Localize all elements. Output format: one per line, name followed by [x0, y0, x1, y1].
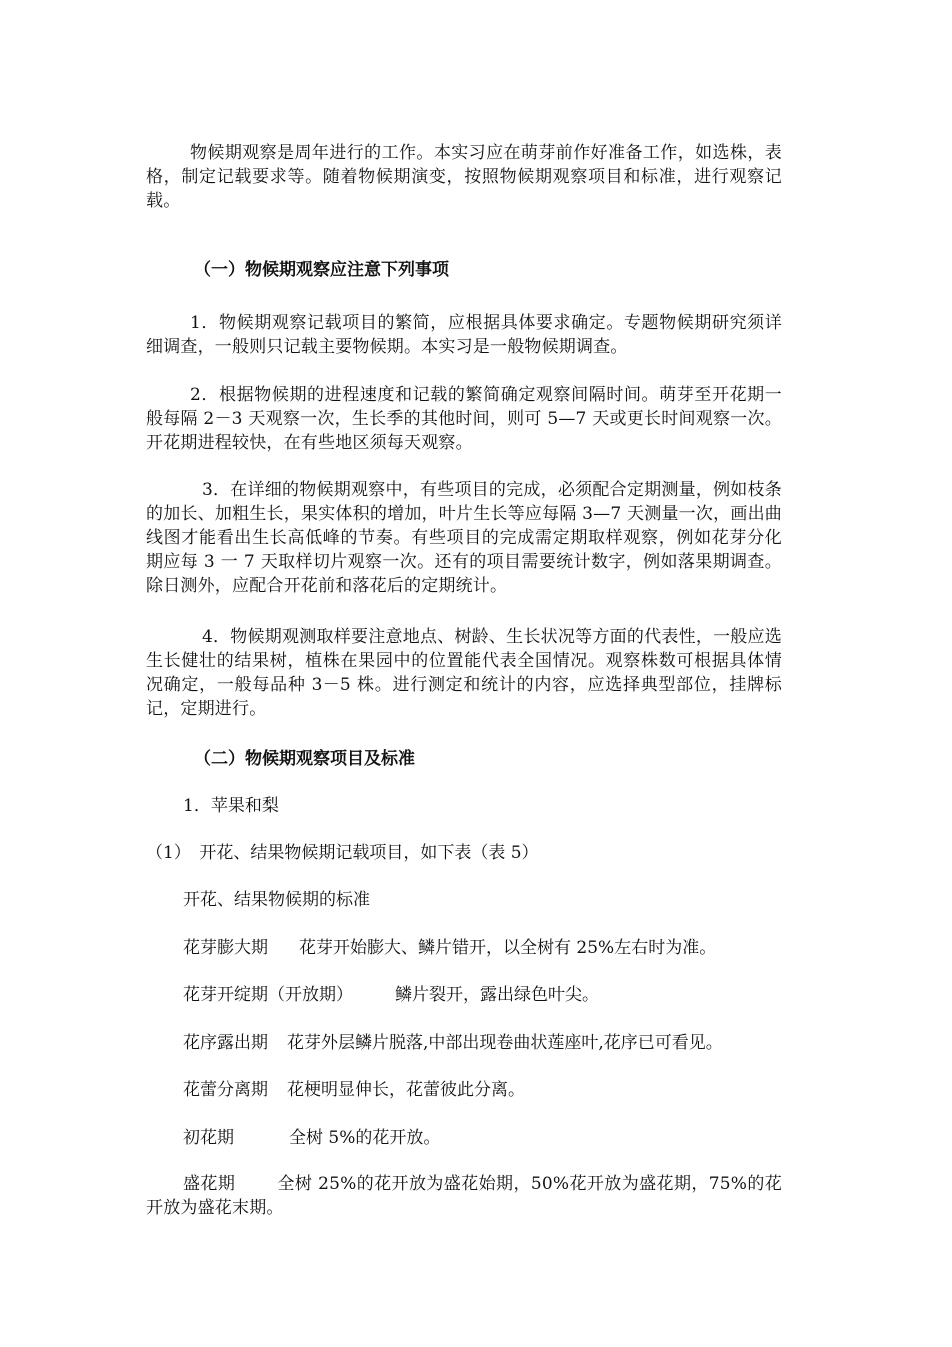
stage-term: 初花期	[183, 1128, 234, 1148]
subsection-recording-items: （1） 开花、结果物候期记载项目，如下表（表 5）	[146, 843, 539, 863]
stage-term: 花芽膨大期	[183, 938, 268, 958]
stage-term: 花芽开绽期（开放期）	[183, 985, 353, 1005]
stage-row	[183, 1078, 525, 1102]
item-1-paragraph: 1．物候期观察记载项目的繁简，应根据具体要求确定。专题物候期研究须详细调查，一般则只记载主要物候期。本实习是一般物候期调查。	[146, 313, 782, 357]
stage-description: 全树 25%的花开放为盛花始期，50%花开放为盛花期，75%的花开放为盛花末期。	[146, 1174, 782, 1218]
stage-term: 盛花期	[183, 1174, 236, 1194]
stage-description: 花梗明显伸长，花蕾彼此分离。	[287, 1080, 525, 1100]
stage-row	[183, 936, 716, 960]
subsection-apple-pear: 1．苹果和梨	[183, 796, 279, 816]
stage-row	[183, 1126, 440, 1150]
section-heading-items-standards: （二）物候期观察项目及标准	[194, 749, 415, 769]
stage-description: 鳞片裂开，露出绿色叶尖。	[395, 985, 599, 1005]
stage-term: 花蕾分离期	[183, 1080, 268, 1100]
stage-row-full-bloom	[146, 1172, 782, 1220]
item-2-paragraph: 2．根据物候期的进程速度和记载的繁简确定观察间隔时间。萌芽至开花期一般每隔 2－3 天观察一次，生长季的其他时间，则可 5—7 天或更长时间观察一次。开花期进程较快，在有些地区须每天观察。	[146, 385, 782, 453]
stage-term: 花序露出期	[183, 1033, 268, 1053]
intro-paragraph: 物候期观察是周年进行的工作。本实习应在萌芽前作好准备工作，如选株，表格，制定记载要求等。随着物候期演变，按照物候期观察项目和标准，进行观察记载。	[146, 143, 782, 211]
stage-description: 花芽开始膨大、鳞片错开，以全树有 25%左右时为准。	[299, 938, 717, 958]
section-heading-precautions: （一）物候期观察应注意下列事项	[194, 260, 449, 280]
stage-description: 全树 5%的花开放。	[289, 1128, 441, 1148]
item-3-paragraph: 3．在详细的物候期观察中，有些项目的完成，必须配合定期测量，例如枝条的加长、加粗生长，果实体积的增加，叶片生长等应每隔 3—7 天测量一次，画出曲线图才能看出生长高低峰的节奏。有些项目的完成需定期取样观察，例如花芽分化期应每 3 一 7 天取样切片观察一次。还有的项目需要统计数字，例如落果期调查。除日测外，应配合开花前和落花后的定期统计。	[146, 480, 782, 596]
stage-description: 花芽外层鳞片脱落,中部出现卷曲状莲座叶,花序已可看见。	[287, 1033, 723, 1053]
stage-row	[183, 983, 599, 1007]
item-4-paragraph: 4．物候期观测取样要注意地点、树龄、生长状况等方面的代表性，一般应选生长健壮的结果树，植株在果园中的位置能代表全国情况。观察株数可根据具体情况确定，一般每品种 3－5 株。进行测定和统计的内容，应选择典型部位，挂牌标记，定期进行。	[146, 627, 782, 719]
stage-row	[183, 1031, 723, 1055]
standards-title: 开花、结果物候期的标准	[183, 890, 370, 910]
